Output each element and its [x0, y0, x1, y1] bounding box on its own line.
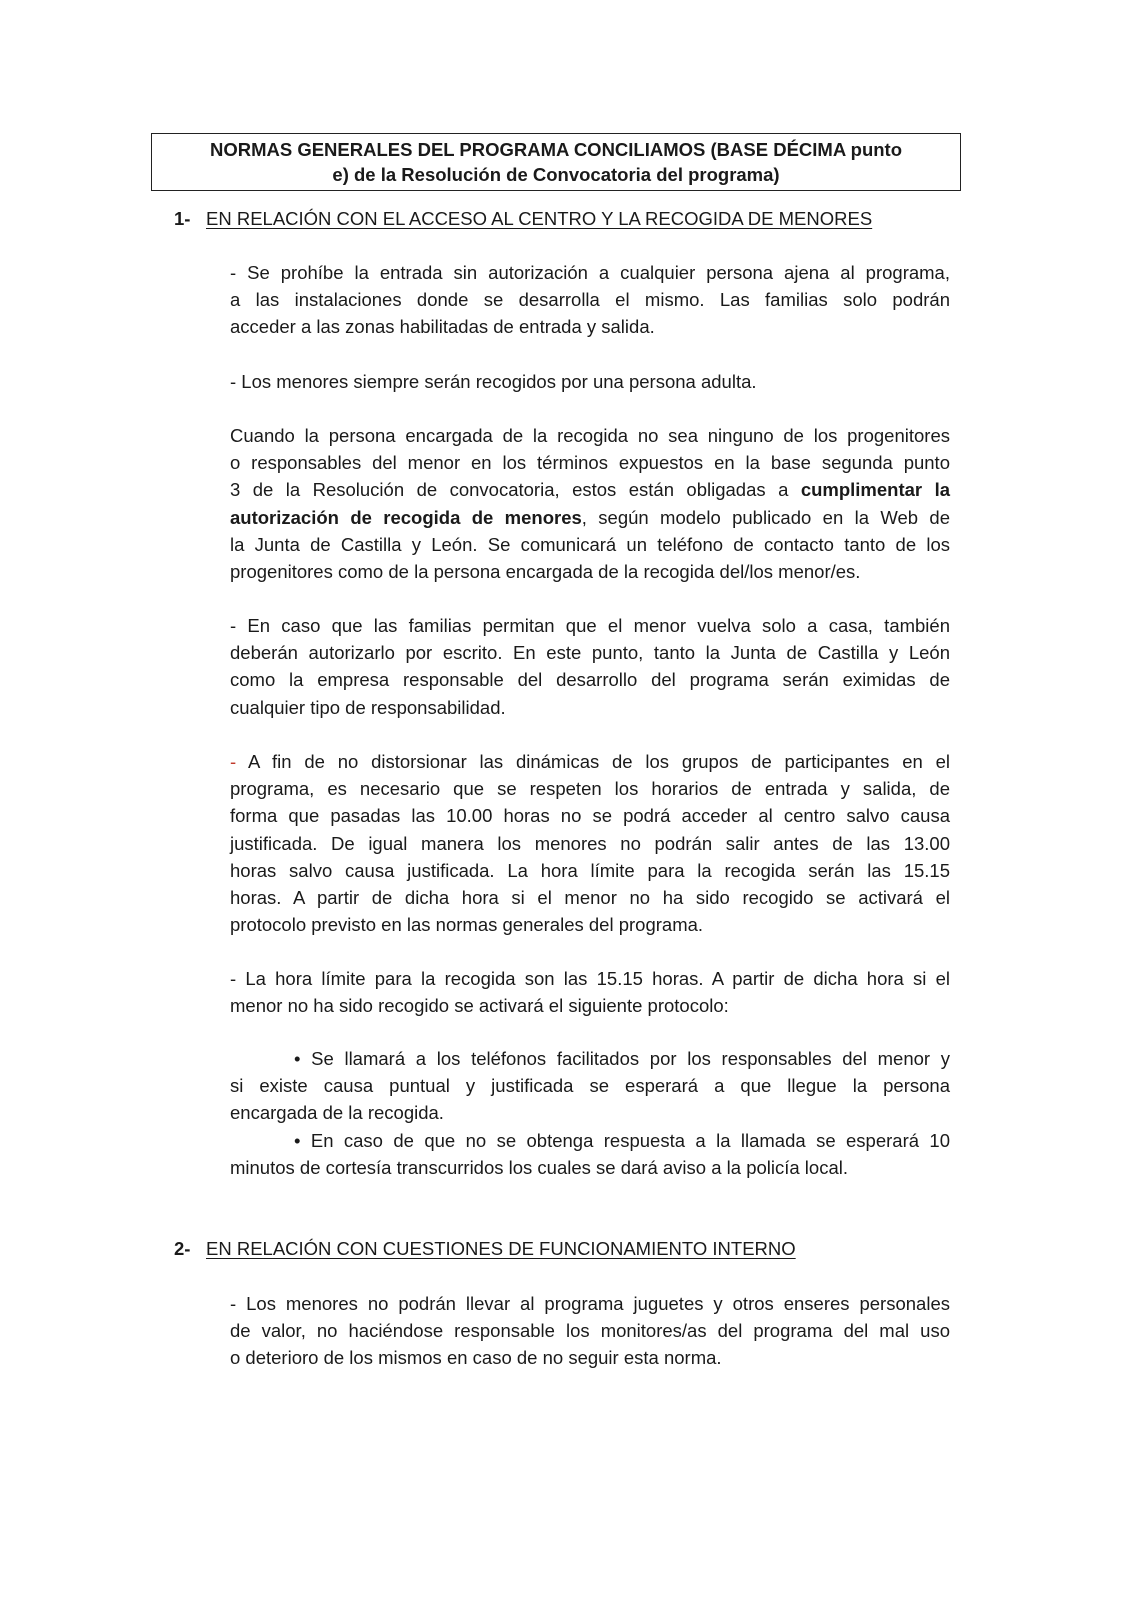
text-line: o deterioro de los mismos en caso de no seguir esta norma.	[230, 1347, 722, 1369]
text-line: forma que pasadas las 10.00 horas no se podrá acceder al centro salvo causa	[230, 805, 950, 827]
text-line: como la empresa responsable del desarrollo del programa serán eximidas de	[230, 669, 950, 691]
title-line-1: NORMAS GENERALES DEL PROGRAMA CONCILIAMOS (BASE DÉCIMA punto	[209, 139, 903, 160]
paragraph-schedules	[230, 748, 950, 938]
protocol-list	[230, 1045, 950, 1181]
section-1-heading	[174, 207, 872, 231]
red-dash: -	[230, 751, 237, 772]
bold-text: cumplimentar la	[800, 479, 950, 501]
document-title-box	[151, 133, 961, 191]
text-line: acceder a las zonas habilitadas de entrada y salida.	[230, 316, 655, 338]
text-line: - Los menores no podrán llevar al programa juguetes y otros enseres personales	[230, 1293, 950, 1314]
section-2-title: EN RELACIÓN CON CUESTIONES DE FUNCIONAMIENTO INTERNO	[206, 1238, 796, 1259]
text-line: si existe causa puntual y justificada se esperará a que llegue la persona	[230, 1075, 950, 1097]
paragraph-adult-pickup	[230, 368, 950, 395]
paragraph-pickup-authorization	[230, 422, 950, 585]
section-2-number: 2-	[174, 1238, 191, 1259]
text-line: - En caso que las familias permitan que el menor vuelva solo a casa, también	[230, 615, 950, 636]
text-line: Cuando la persona encargada de la recogida no sea ninguno de los progenitores	[230, 425, 950, 446]
text-line: menor no ha sido recogido se activará el siguiente protocolo:	[230, 995, 729, 1017]
section-1-title: EN RELACIÓN CON EL ACCESO AL CENTRO Y LA RECOGIDA DE MENORES	[206, 208, 873, 229]
paragraph-personal-items	[230, 1290, 950, 1372]
text-line: encargada de la recogida.	[230, 1102, 444, 1124]
paragraph-access-prohibition	[230, 259, 950, 341]
title-line-2: e) de la Resolución de Convocatoria del programa)	[332, 164, 780, 185]
text-line	[230, 476, 950, 503]
text-line: minutos de cortesía transcurridos los cuales se dará aviso a la policía local.	[230, 1156, 848, 1178]
text-segment: , según modelo publicado en la Web de	[581, 506, 950, 528]
paragraph-pickup-deadline	[230, 965, 950, 1019]
section-1-number: 1-	[174, 208, 191, 229]
paragraph-return-alone	[230, 612, 950, 721]
bullet-2-line: • En caso de que no se obtenga respuesta a la llamada se esperará 10	[294, 1129, 950, 1151]
text-segment: 3 de la Resolución de convocatoria, estos están obligadas a	[230, 479, 801, 501]
text-line: - La hora límite para la recogida son las 15.15 horas. A partir de dicha hora si el	[230, 968, 950, 989]
text-line: la Junta de Castilla y León. Se comunicará un teléfono de contacto tanto de los	[230, 533, 950, 555]
text-line: de valor, no haciéndose responsable los monitores/as del programa del mal uso	[230, 1320, 950, 1342]
text-line: a las instalaciones donde se desarrolla el mismo. Las familias solo podrán	[230, 289, 950, 311]
text-line: o responsables del menor en los términos expuestos en la base segunda punto	[230, 452, 950, 474]
text-line	[230, 748, 950, 775]
text-line	[230, 504, 950, 531]
bold-text: autorización de recogida de menores	[230, 506, 582, 528]
text-line: horas. A partir de dicha hora si el menor no ha sido recogido se activará el	[230, 886, 950, 908]
text-line: protocolo previsto en las normas generales del programa.	[230, 914, 704, 936]
text-line: progenitores como de la persona encargada de la recogida del/los menor/es.	[230, 560, 861, 582]
text-line: justificada. De igual manera los menores no podrán salir antes de las 13.00	[230, 832, 950, 854]
text-segment: A fin de no distorsionar las dinámicas de los grupos de participantes en el	[236, 751, 950, 772]
text-line: cualquier tipo de responsabilidad.	[230, 696, 506, 718]
text-line: deberán autorizarlo por escrito. En este punto, tanto la Junta de Castilla y León	[230, 642, 950, 664]
text-line: - Los menores siempre serán recogidos por una persona adulta.	[230, 371, 757, 392]
bullet-1-line: • Se llamará a los teléfonos facilitados por los responsables del menor y	[294, 1048, 950, 1069]
text-line: horas salvo causa justificada. La hora límite para la recogida serán las 15.15	[230, 859, 950, 881]
text-line: programa, es necesario que se respeten los horarios de entrada y salida, de	[230, 778, 950, 800]
section-2-heading	[174, 1237, 796, 1261]
text-line: - Se prohíbe la entrada sin autorización a cualquier persona ajena al programa,	[230, 262, 950, 283]
